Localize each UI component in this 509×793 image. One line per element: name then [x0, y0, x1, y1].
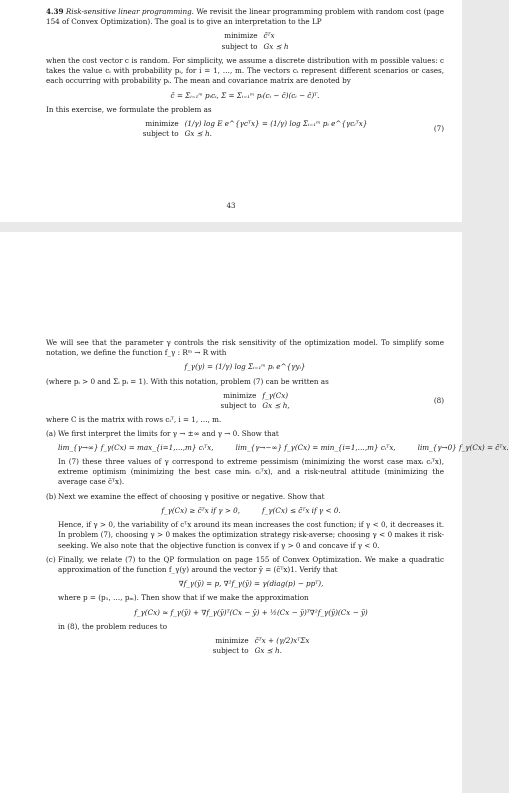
part-c-text-3: in (8), the problem reduces to: [58, 621, 168, 631]
lp-constraint: Gx ⪯ h: [263, 41, 289, 51]
problem-title: Risk-sensitive linear programming.: [65, 7, 194, 16]
rs-subject-to-keyword: subject to: [142, 129, 179, 139]
p8-subject-to-keyword: subject to: [220, 401, 257, 411]
problem-intro-paragraph: [46, 7, 444, 27]
lp-subject-to-keyword: subject to: [221, 41, 258, 51]
formulation-intro-paragraph: In this exercise, we formulate the problem as: [46, 104, 212, 114]
part-b-text: Next we examine the effect of choosing γ positive or negative. Show that: [58, 491, 325, 501]
lp-objective: c̄ᵀx: [263, 31, 275, 41]
part-a-label: (a): [46, 428, 56, 438]
risk-sensitivity-paragraph: We will see that the parameter γ controls the risk sensitivity of the optimization model. To simplify some notation, we define the function f_γ : Rᵐ → R with: [46, 338, 444, 358]
rs-objective: (1/γ) log E e^{γcᵀx} = (1/γ) log Σᵢ₌₁ᵐ pᵢ e^{γcᵢᵀx}: [184, 118, 368, 128]
qp-objective: c̄ᵀx + (γ/2)xᵀΣx: [254, 636, 310, 646]
p8-constraint: Gx ⪯ h,: [262, 401, 290, 411]
mean-covariance-equation: c̄ = Σᵢ₌₁ᵐ pᵢcᵢ, Σ = Σᵢ₌₁ᵐ pᵢ(cᵢ − c̄)(cᵢ − c̄)ᵀ.: [170, 90, 320, 100]
lp-minimize-keyword: minimize: [224, 31, 258, 41]
inequality-gamma-negative: f_γ(Cx) ≤ c̄ᵀx if γ < 0.: [262, 505, 341, 515]
part-a-limits: [58, 442, 509, 453]
lp-formulation: [46, 31, 444, 51]
document-page-1: [0, 0, 462, 222]
part-a-interpretation: In (7) these three values of γ correspond to extreme pessimism (minimizing the worst case maxᵢ cᵢᵀx), extreme optimism (minimizing the best case minᵢ cᵢᵀx), and a risk-neutral attitude (minimizing the average case c̄ᵀx).: [58, 456, 444, 487]
limit-gamma-neg-infinity: lim_{γ→−∞} f_γ(Cx) = min_{i=1,…,m} cᵢᵀx,: [235, 442, 396, 452]
part-c-approximation: f_γ(Cx) ≈ f_γ(ȳ) + ∇f_γ(ȳ)ᵀ(Cx − ȳ) + ½(Cx − ȳ)ᵀ∇²f_γ(ȳ)(Cx − ȳ): [134, 607, 368, 617]
part-b-label: (b): [46, 491, 57, 501]
p8-objective: f_γ(Cx): [262, 390, 289, 400]
problem-number: 4.39: [46, 7, 64, 16]
part-b: [46, 492, 444, 551]
document-page-2: [0, 232, 509, 793]
matrix-c-paragraph: where C is the matrix with rows cᵢᵀ, i = 1, …, m.: [46, 415, 222, 425]
limit-gamma-infinity: lim_{γ→∞} f_γ(Cx) = max_{i=1,…,m} cᵢᵀx,: [58, 442, 214, 452]
p8-minimize-keyword: minimize: [223, 390, 257, 400]
qp-minimize-keyword: minimize: [215, 636, 249, 646]
problem-8: [46, 391, 444, 411]
part-c-gradient-hessian: ∇f_γ(ȳ) = p, ∇²f_γ(ȳ) = γ(diag(p) − ppᵀ),: [178, 579, 324, 589]
inequality-gamma-positive: f_γ(Cx) ≥ c̄ᵀx if γ > 0,: [161, 505, 240, 515]
notation-paragraph: (where pᵢ > 0 and Σᵢ pᵢ = 1). With this notation, problem (7) can be written as: [46, 376, 329, 386]
part-c: [46, 555, 444, 657]
limit-gamma-zero: lim_{γ→0} f_γ(Cx) = c̄ᵀx.: [417, 442, 509, 452]
part-c-text: Finally, we relate (7) to the QP formulation on page 155 of Convex Optimization. We make a quadratic approximation of the function f_γ(y) around the vector ȳ = (c̄ᵀx)1. Verify that: [58, 554, 444, 574]
qp-constraint: Gx ⪯ h.: [254, 646, 282, 656]
part-b-interpretation: Hence, if γ > 0, the variability of cᵀx around its mean increases the cost function; if γ < 0, it decreases it. In problem (7), choosing γ > 0 makes the optimization strategy risk-averse; choosing γ < 0 makes it risk-seeking. We also note that the objective function is convex if γ > 0 and concave if γ < 0.: [58, 520, 444, 550]
rs-constraint: Gx ⪯ h.: [184, 129, 212, 139]
part-a: [46, 428, 509, 488]
exercise-parts-list: [46, 428, 509, 657]
part-a-text: We first interpret the limits for γ → ±∞ and γ → 0. Show that: [58, 428, 279, 438]
equation-number-8: (8): [433, 395, 444, 405]
part-c-label: (c): [46, 554, 56, 564]
risk-sensitive-problem: [46, 119, 444, 139]
distribution-paragraph: when the cost vector c is random. For simplicity, we assume a discrete distribution with m possible values: c takes the value cᵢ with probability pᵢ, for i = 1, …, m. The vectors cᵢ represent different scenarios or cases, each occurring with probability pᵢ. The mean and covariance matrix are denoted by: [46, 55, 444, 86]
part-c-text-2: where p = (p₁, …, pₘ). Then show that if we make the approximation: [58, 593, 309, 603]
qp-subject-to-keyword: subject to: [212, 646, 249, 656]
part-b-inequalities: [58, 506, 444, 516]
f-gamma-definition: f_γ(y) = (1/γ) log Σᵢ₌₁ᵐ pᵢ e^{γyᵢ}: [184, 362, 306, 372]
problem-intro-text: We revisit the linear programming problem with random cost (page 154 of Convex Optimization). The goal is to give an interpretation to the LP: [46, 7, 444, 27]
qp-problem: [58, 636, 444, 656]
rs-minimize-keyword: minimize: [145, 118, 179, 128]
equation-number-7: (7): [433, 124, 444, 134]
page-number: 43: [226, 202, 236, 211]
